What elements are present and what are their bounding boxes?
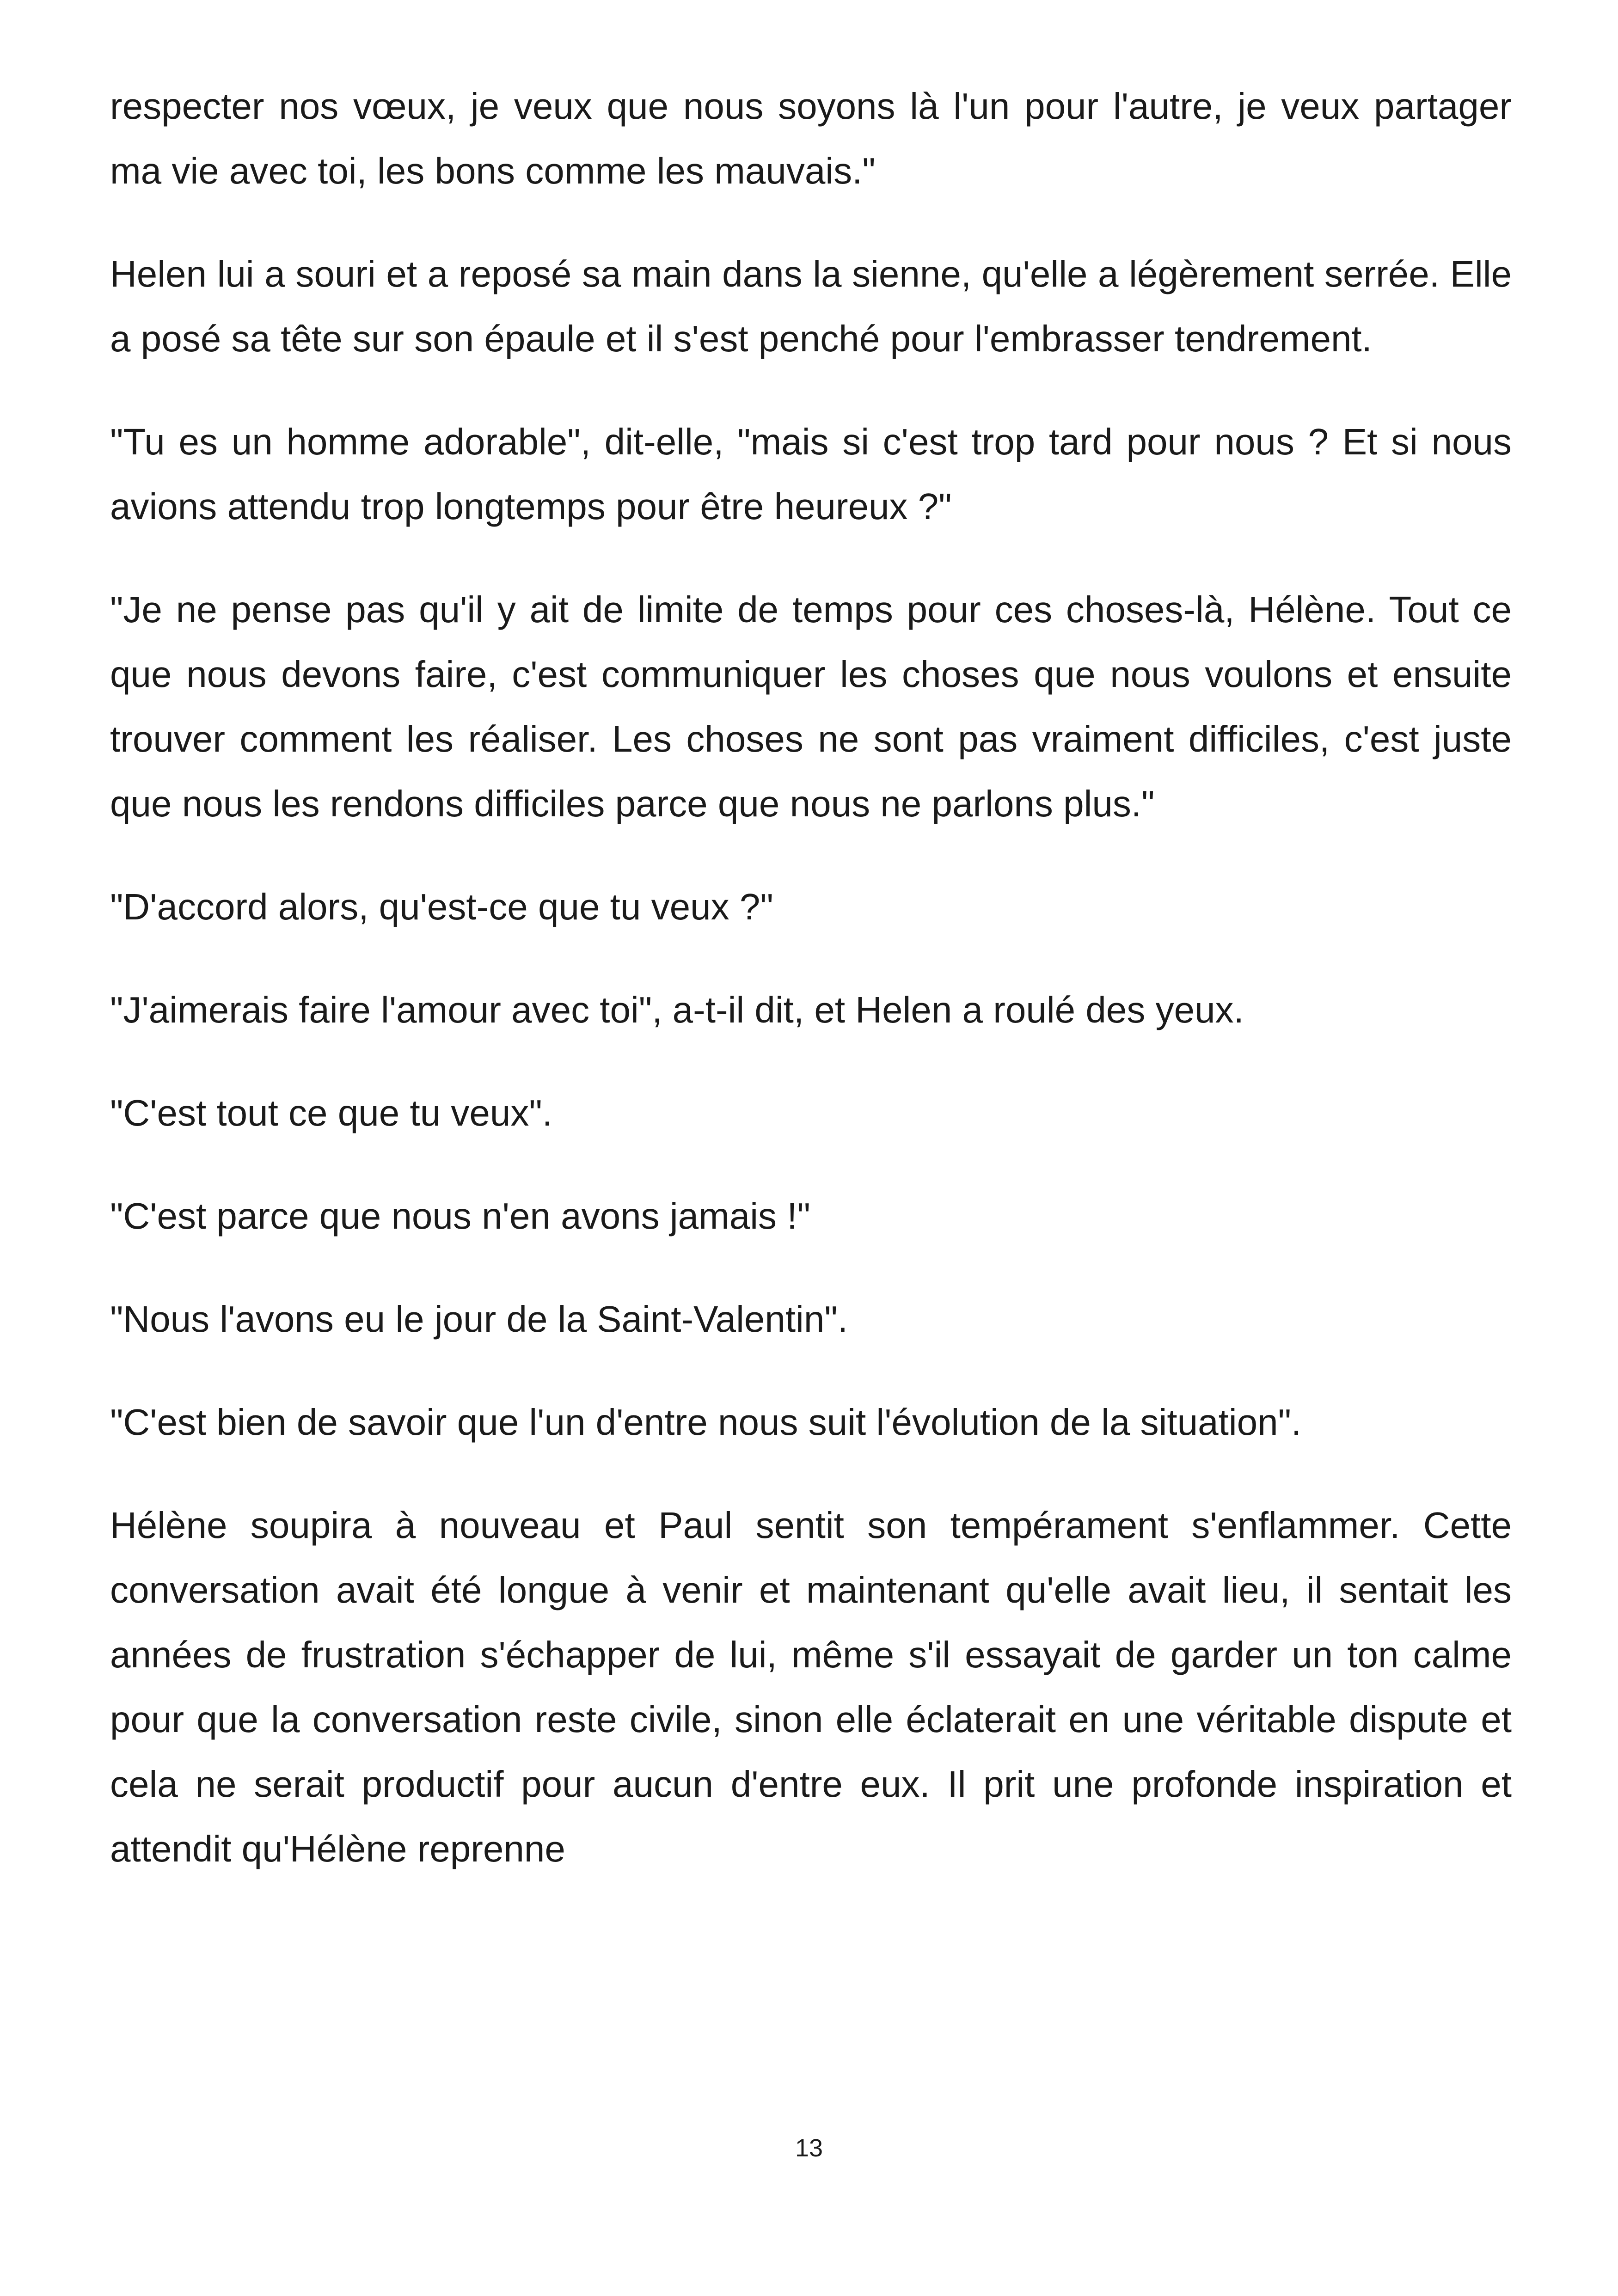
body-text	[110, 74, 1512, 1881]
page-number: 13	[795, 2134, 823, 2162]
paragraph: "D'accord alors, qu'est-ce que tu veux ?"	[110, 886, 773, 927]
paragraph: "Tu es un homme adorable", dit-elle, "mais si c'est trop tard pour nous ? Et si nous avions attendu trop longtemps pour être heureux ?"	[110, 421, 1512, 527]
paragraph: "Je ne pense pas qu'il y ait de limite de temps pour ces choses-là, Hélène. Tout ce que nous devons faire, c'est communiquer les choses que nous voulons et ensuite trouver comment les réaliser. Les choses ne sont pas vraiment difficiles, c'est juste que nous les rendons difficiles parce que nous ne parlons plus."	[110, 589, 1512, 824]
paragraph: "C'est parce que nous n'en avons jamais !"	[110, 1195, 810, 1237]
paragraph: Helen lui a souri et a reposé sa main dans la sienne, qu'elle a légèrement serrée. Elle a posé sa tête sur son épaule et il s'est penché pour l'embrasser tendrement.	[110, 253, 1512, 359]
paragraph: "C'est tout ce que tu veux".	[110, 1092, 553, 1133]
paragraph: Hélène soupira à nouveau et Paul sentit son tempérament s'enflammer. Cette conversation avait été longue à venir et maintenant qu'elle avait lieu, il sentait les années de frustration s'échapper de lui, même s'il essayait de garder un ton calme pour que la conversation reste civile, sinon elle éclaterait en une véritable dispute et cela ne serait productif pour aucun d'entre eux. Il prit une profonde inspiration et attendit qu'Hélène reprenne	[110, 1505, 1512, 1869]
paragraph: "Nous l'avons eu le jour de la Saint-Valentin".	[110, 1298, 848, 1340]
paragraph: "C'est bien de savoir que l'un d'entre nous suit l'évolution de la situation".	[110, 1402, 1302, 1443]
paragraph: respecter nos vœux, je veux que nous soyons là l'un pour l'autre, je veux partager ma vie avec toi, les bons comme les mauvais."	[110, 86, 1512, 191]
paragraph: "J'aimerais faire l'amour avec toi", a-t-il dit, et Helen a roulé des yeux.	[110, 989, 1244, 1030]
